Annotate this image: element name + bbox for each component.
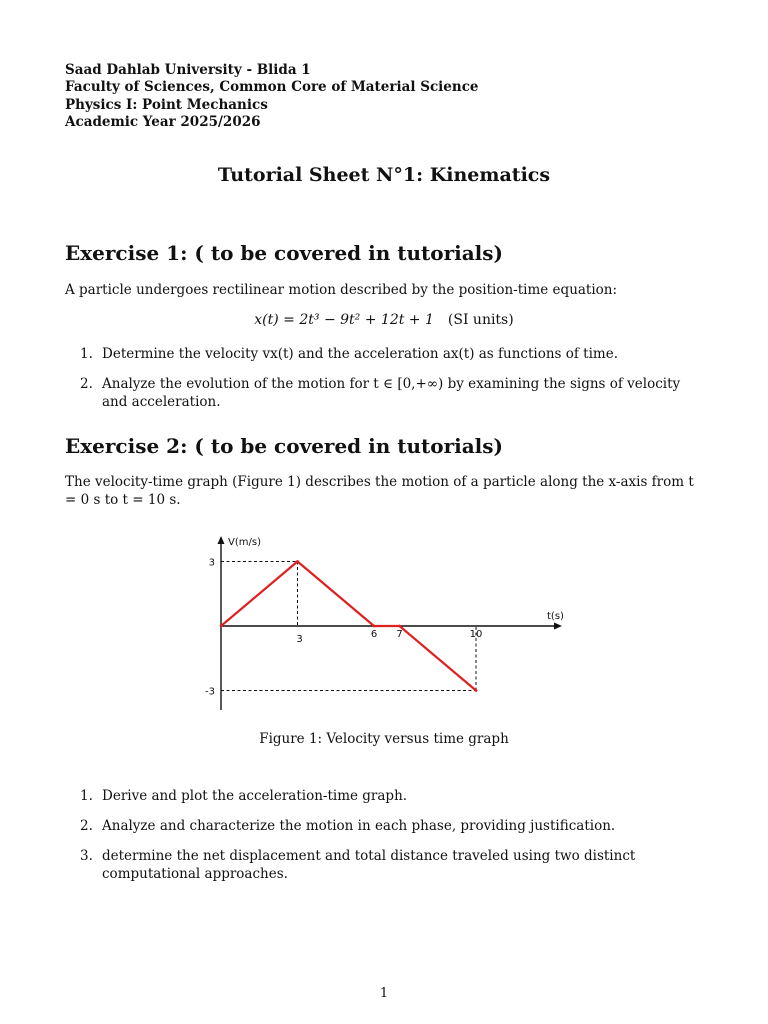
list-item [80, 847, 705, 883]
list-item [80, 345, 705, 363]
question-number: 2. [80, 818, 93, 834]
x-tick-label: 3 [296, 634, 303, 645]
question-text: Determine the velocity vx(t) and the acceleration ax(t) as functions of time. [102, 346, 618, 362]
data-point [373, 625, 376, 628]
position-equation [0, 312, 768, 328]
exercise1-question-list [80, 345, 705, 411]
question-number: 2. [80, 376, 93, 392]
sheet-title: Tutorial Sheet N°1: Kinematics [217, 164, 551, 186]
data-point [398, 625, 401, 628]
question-number: 1. [80, 346, 93, 362]
data-point [220, 625, 223, 628]
x-tick-label: 10 [469, 629, 483, 640]
document-header [65, 62, 479, 131]
exercise2-question-list [80, 787, 705, 883]
question-text: Derive and plot the acceleration-time graph. [102, 788, 408, 804]
x-tick-label: 6 [370, 629, 378, 640]
y-tick-label: -3 [205, 686, 215, 698]
question-text: determine the net displacement and total distance traveled using two distinct computational approaches. [102, 848, 636, 882]
question-text: Analyze and characterize the motion in each phase, providing justification. [102, 818, 616, 834]
velocity-time-chart [190, 528, 580, 718]
velocity-time-figure [190, 528, 580, 718]
figure-caption: Figure 1: Velocity versus time graph [259, 731, 509, 747]
course-line: Physics I: Point Mechanics [65, 96, 268, 113]
data-point [475, 689, 478, 692]
y-axis-label: V(m/s) [228, 537, 261, 548]
page-number: 1 [379, 986, 389, 1001]
x-axis-arrow [554, 623, 562, 630]
x-axis-label: t(s) [547, 611, 564, 622]
y-axis-arrow [218, 536, 225, 544]
list-item [80, 375, 705, 411]
faculty-line: Faculty of Sciences, Common Core of Material Science [65, 79, 479, 96]
question-number: 1. [80, 788, 93, 804]
exercise1-intro: A particle undergoes rectilinear motion described by the position-time equation: [65, 282, 618, 298]
question-number: 3. [80, 848, 93, 864]
university-line: Saad Dahlab University - Blida 1 [65, 62, 311, 78]
exercise1-heading: Exercise 1: ( to be covered in tutorials) [65, 241, 503, 265]
exercise2-heading: Exercise 2: ( to be covered in tutorials) [65, 434, 503, 458]
list-item [80, 817, 705, 835]
academic-year-line: Academic Year 2025/2026 [65, 113, 261, 130]
equation-text: x(t) = 2t³ − 9t² + 12t + 1 [254, 312, 434, 328]
exercise2-intro: The velocity-time graph (Figure 1) describes the motion of a particle along the x-axis from t = 0 s to t = 10 s. [65, 474, 694, 508]
x-tick-label: 7 [396, 629, 403, 640]
y-tick-label: 3 [208, 557, 215, 569]
equation-units: (SI units) [447, 312, 514, 328]
list-item [80, 787, 705, 805]
question-text: Analyze the evolution of the motion for t ∈ [0,+∞) by examining the signs of velocity and acceleration. [102, 376, 681, 410]
data-point [296, 560, 299, 563]
